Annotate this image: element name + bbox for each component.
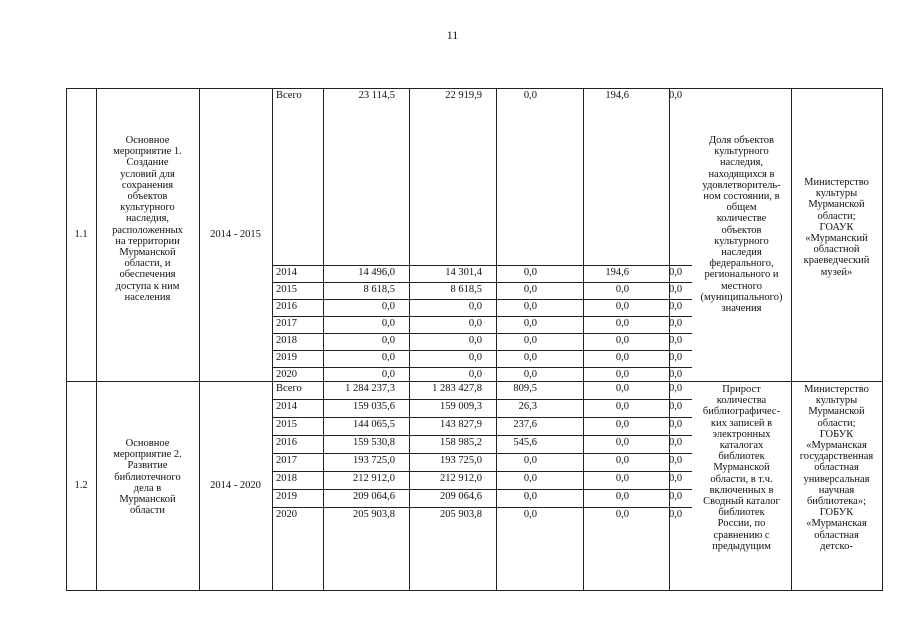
indicator-text-line: удовлетворитель- [702, 179, 781, 191]
indicator-text-line: электронных [712, 428, 771, 440]
extra-budget-cell: 0,0 [669, 90, 683, 101]
year-cell: 2015 [276, 419, 297, 430]
executor-text-line: детско- [820, 540, 853, 552]
total-amount-cell: 0,0 [381, 301, 395, 312]
federal-budget-cell: 0,0 [523, 267, 537, 278]
regional-budget-cell: 158 985,2 [440, 437, 482, 448]
executor-text-line: областная [814, 529, 859, 541]
indicator-text-line: количестве [716, 213, 767, 225]
page-number: 11 [446, 28, 459, 42]
federal-budget-cell: 0,0 [523, 455, 537, 466]
extra-budget-cell: 0,0 [669, 352, 683, 363]
total-amount-cell: 209 064,6 [353, 491, 395, 502]
total-amount-cell: 14 496,0 [358, 267, 395, 278]
period: 2014 - 2015 [210, 228, 261, 240]
total-amount-cell: 1 284 237,3 [345, 383, 395, 394]
activity-title-line: населения [124, 291, 171, 303]
regional-budget-cell: 212 912,0 [440, 473, 482, 484]
executor-text-line: краеведческий [803, 255, 870, 267]
section-number: 1.2 [74, 479, 88, 491]
executor-text-line: музей» [820, 266, 853, 278]
row-line [272, 350, 692, 351]
activity-title [98, 438, 197, 516]
column-line [272, 88, 273, 382]
activity-title-line: Развитие [127, 460, 168, 472]
row-line [272, 367, 692, 368]
indicator-text-line: Прирост [722, 384, 761, 395]
row-line [272, 282, 692, 283]
activity-title-line: библиотечного [114, 471, 181, 483]
activity-title-line: наследия, [125, 213, 170, 225]
regional-budget-cell: 14 301,4 [445, 267, 482, 278]
indicator-text-line: количества [716, 395, 767, 407]
federal-budget-cell: 0,0 [523, 352, 537, 363]
federal-budget-cell: 0,0 [523, 473, 537, 484]
indicator-text-line: библиотек [718, 451, 765, 463]
activity-title-line: расположенных [112, 224, 183, 236]
executor-text-line: «Мурманский [805, 233, 868, 245]
regional-budget-cell: 1 283 427,8 [432, 383, 482, 394]
activity-title [98, 135, 197, 303]
year-cell: 2019 [276, 352, 297, 363]
year-cell: 2015 [276, 284, 297, 295]
year-cell: 2017 [276, 318, 297, 329]
executor-text-line: ГОБУК [819, 507, 854, 519]
federal-budget-cell: 0,0 [523, 335, 537, 346]
federal-budget-cell: 0,0 [523, 284, 537, 295]
indicator-text-line: культурного [714, 146, 769, 158]
federal-budget-cell: 0,0 [523, 509, 537, 520]
local-budget-cell: 0,0 [615, 369, 629, 380]
local-budget-cell: 0,0 [615, 491, 629, 502]
indicator-text-line: предыдущим [712, 540, 771, 552]
year-cell: Всего [276, 383, 302, 394]
federal-budget-cell: 0,0 [523, 301, 537, 312]
column-line [272, 381, 273, 591]
regional-budget-cell: 205 903,8 [440, 509, 482, 520]
table-border-bottom [66, 590, 882, 591]
federal-budget-cell: 237,6 [513, 419, 537, 430]
indicator-text-line: включенных в [709, 484, 774, 496]
total-amount-cell: 144 065,5 [353, 419, 395, 430]
local-budget-cell: 194,6 [605, 267, 629, 278]
executor-text-line: областная [814, 462, 859, 474]
federal-budget-cell: 0,0 [523, 318, 537, 329]
indicator-text-line: библиографичес- [702, 406, 781, 418]
activity-title-line: мероприятие 2. [113, 449, 182, 461]
extra-budget-cell: 0,0 [669, 401, 683, 412]
column-line [882, 381, 883, 591]
federal-budget-cell: 26,3 [518, 401, 537, 412]
indicator-text-line: общем [726, 202, 757, 214]
regional-budget-cell: 193 725,0 [440, 455, 482, 466]
indicator-text-line: области, в т.ч. [710, 473, 773, 485]
year-cell: 2014 [276, 267, 297, 278]
local-budget-cell: 0,0 [615, 383, 629, 394]
executor-text-line: государственная [799, 451, 874, 463]
activity-title-line: дела в [133, 482, 162, 494]
activity-title-line: Создание [126, 157, 169, 169]
year-cell: 2018 [276, 335, 297, 346]
activity-title-line: обеспечения [119, 269, 176, 281]
executor-text-line: области; [817, 417, 856, 429]
indicator-text-line: библиотек [718, 507, 765, 519]
executor-text-line: «Мурманская [806, 518, 867, 530]
regional-budget-cell: 0,0 [468, 352, 482, 363]
year-cell: 2016 [276, 437, 297, 448]
indicator-text-line: ких записей в [710, 417, 773, 429]
indicator-text-line: Доля объектов [708, 135, 774, 146]
local-budget-cell: 0,0 [615, 335, 629, 346]
executor-text-line: Министерство [804, 177, 869, 188]
executor-text-line: Мурманской [808, 406, 865, 418]
extra-budget-cell: 0,0 [669, 383, 683, 394]
indicator-text [693, 384, 790, 552]
row-line [272, 265, 692, 266]
activity-title-line: Мурманской [119, 494, 176, 506]
activity-title-line: мероприятие 1. [113, 146, 182, 158]
regional-budget-cell: 0,0 [468, 301, 482, 312]
total-amount-cell: 8 618,5 [363, 284, 395, 295]
activity-title-line: культурного [120, 202, 175, 214]
local-budget-cell: 0,0 [615, 318, 629, 329]
federal-budget-cell: 809,5 [513, 383, 537, 394]
indicator-text-line: наследия, [719, 157, 764, 169]
local-budget-cell: 0,0 [615, 509, 629, 520]
indicator-text-line: Сводный каталог [703, 496, 780, 508]
regional-budget-cell: 209 064,6 [440, 491, 482, 502]
executor-text-line: Мурманской [808, 199, 865, 211]
total-amount-cell: 205 903,8 [353, 509, 395, 520]
total-amount-cell: 0,0 [381, 318, 395, 329]
year-cell: Всего [276, 90, 302, 101]
activity-title-line: области [129, 505, 166, 517]
period: 2014 - 2020 [210, 479, 261, 491]
row-line [272, 435, 692, 436]
year-cell: 2020 [276, 369, 297, 380]
activity-title-line: сохранения [121, 179, 174, 191]
regional-budget-cell: 159 009,3 [440, 401, 482, 412]
executor-text-line: ГОАУК [819, 221, 854, 233]
indicator-text-line: объектов [721, 224, 762, 236]
row-line [272, 453, 692, 454]
indicator-text-line: сравнению с [713, 529, 770, 541]
total-amount-cell: 212 912,0 [353, 473, 395, 484]
indicator-text-line: России, по [717, 518, 766, 530]
year-cell: 2018 [276, 473, 297, 484]
executor-text-line: «Мурманская [806, 440, 867, 452]
extra-budget-cell: 0,0 [669, 419, 683, 430]
regional-budget-cell: 0,0 [468, 369, 482, 380]
executor-text [792, 177, 881, 278]
executor-text-line: научная [818, 484, 855, 496]
regional-budget-cell: 8 618,5 [450, 284, 482, 295]
year-cell: 2019 [276, 491, 297, 502]
local-budget-cell: 0,0 [615, 301, 629, 312]
activity-title-line: Мурманской [119, 247, 176, 259]
local-budget-cell: 0,0 [615, 284, 629, 295]
regional-budget-cell: 143 827,9 [440, 419, 482, 430]
total-amount-cell: 193 725,0 [353, 455, 395, 466]
indicator-text [693, 135, 790, 314]
year-cell: 2014 [276, 401, 297, 412]
executor-text-line: культуры [815, 188, 858, 200]
year-cell: 2017 [276, 455, 297, 466]
activity-title-line: на территории [115, 235, 180, 247]
total-amount-cell: 159 530,8 [353, 437, 395, 448]
executor-text-line: Министерство [804, 384, 869, 395]
indicator-text-line: (муниципального) [700, 291, 783, 303]
indicator-text-line: Мурманской [713, 462, 770, 474]
indicator-text-line: культурного [714, 235, 769, 247]
section-divider [66, 381, 882, 382]
activity-title-line: условий для [120, 168, 175, 180]
local-budget-cell: 0,0 [615, 401, 629, 412]
indicator-text-line: местного [721, 280, 762, 292]
federal-budget-cell: 0,0 [523, 369, 537, 380]
executor-text [792, 384, 881, 552]
column-line [96, 381, 97, 591]
row-line [272, 489, 692, 490]
extra-budget-cell: 0,0 [669, 473, 683, 484]
indicator-text-line: регионального и [704, 269, 779, 281]
local-budget-cell: 0,0 [615, 437, 629, 448]
indicator-text-line: федерального, [709, 258, 774, 270]
row-line [272, 507, 692, 508]
indicator-text-line: значения [721, 303, 762, 315]
extra-budget-cell: 0,0 [669, 491, 683, 502]
executor-text-line: областной [813, 244, 860, 256]
extra-budget-cell: 0,0 [669, 267, 683, 278]
year-cell: 2020 [276, 509, 297, 520]
activity-title-line: Основное [125, 135, 170, 146]
total-amount-cell: 0,0 [381, 335, 395, 346]
activity-title-line: Основное [125, 438, 170, 449]
extra-budget-cell: 0,0 [669, 318, 683, 329]
local-budget-cell: 194,6 [605, 90, 629, 101]
indicator-text-line: наследия [721, 247, 762, 259]
column-line [96, 88, 97, 382]
year-cell: 2016 [276, 301, 297, 312]
executor-text-line: ГОБУК [819, 428, 854, 440]
table-border-top [66, 88, 882, 89]
local-budget-cell: 0,0 [615, 419, 629, 430]
total-amount-cell: 0,0 [381, 369, 395, 380]
federal-budget-cell: 545,6 [513, 437, 537, 448]
activity-title-line: области, и [124, 258, 171, 270]
federal-budget-cell: 0,0 [523, 491, 537, 502]
total-amount-cell: 159 035,6 [353, 401, 395, 412]
executor-text-line: библиотека»; [806, 496, 867, 508]
indicator-text-line: ном состоянии, в [703, 191, 780, 203]
row-line [272, 333, 692, 334]
total-amount-cell: 23 114,5 [358, 90, 395, 101]
row-line [272, 471, 692, 472]
indicator-text-line: каталогах [719, 440, 764, 452]
regional-budget-cell: 22 919,9 [445, 90, 482, 101]
local-budget-cell: 0,0 [615, 455, 629, 466]
regional-budget-cell: 0,0 [468, 318, 482, 329]
section-number: 1.1 [74, 228, 88, 240]
extra-budget-cell: 0,0 [669, 509, 683, 520]
row-line [272, 399, 692, 400]
activity-title-line: объектов [127, 191, 168, 203]
regional-budget-cell: 0,0 [468, 335, 482, 346]
extra-budget-cell: 0,0 [669, 301, 683, 312]
extra-budget-cell: 0,0 [669, 284, 683, 295]
local-budget-cell: 0,0 [615, 473, 629, 484]
column-line [882, 88, 883, 382]
row-line [272, 299, 692, 300]
activity-title-line: доступа к ним [115, 280, 180, 292]
extra-budget-cell: 0,0 [669, 369, 683, 380]
row-line [272, 417, 692, 418]
extra-budget-cell: 0,0 [669, 455, 683, 466]
extra-budget-cell: 0,0 [669, 437, 683, 448]
executor-text-line: области; [817, 210, 856, 222]
executor-text-line: культуры [815, 395, 858, 407]
executor-text-line: универсальная [803, 473, 870, 485]
local-budget-cell: 0,0 [615, 352, 629, 363]
extra-budget-cell: 0,0 [669, 335, 683, 346]
federal-budget-cell: 0,0 [523, 90, 537, 101]
indicator-text-line: находящихся в [708, 168, 775, 180]
total-amount-cell: 0,0 [381, 352, 395, 363]
row-line [272, 316, 692, 317]
